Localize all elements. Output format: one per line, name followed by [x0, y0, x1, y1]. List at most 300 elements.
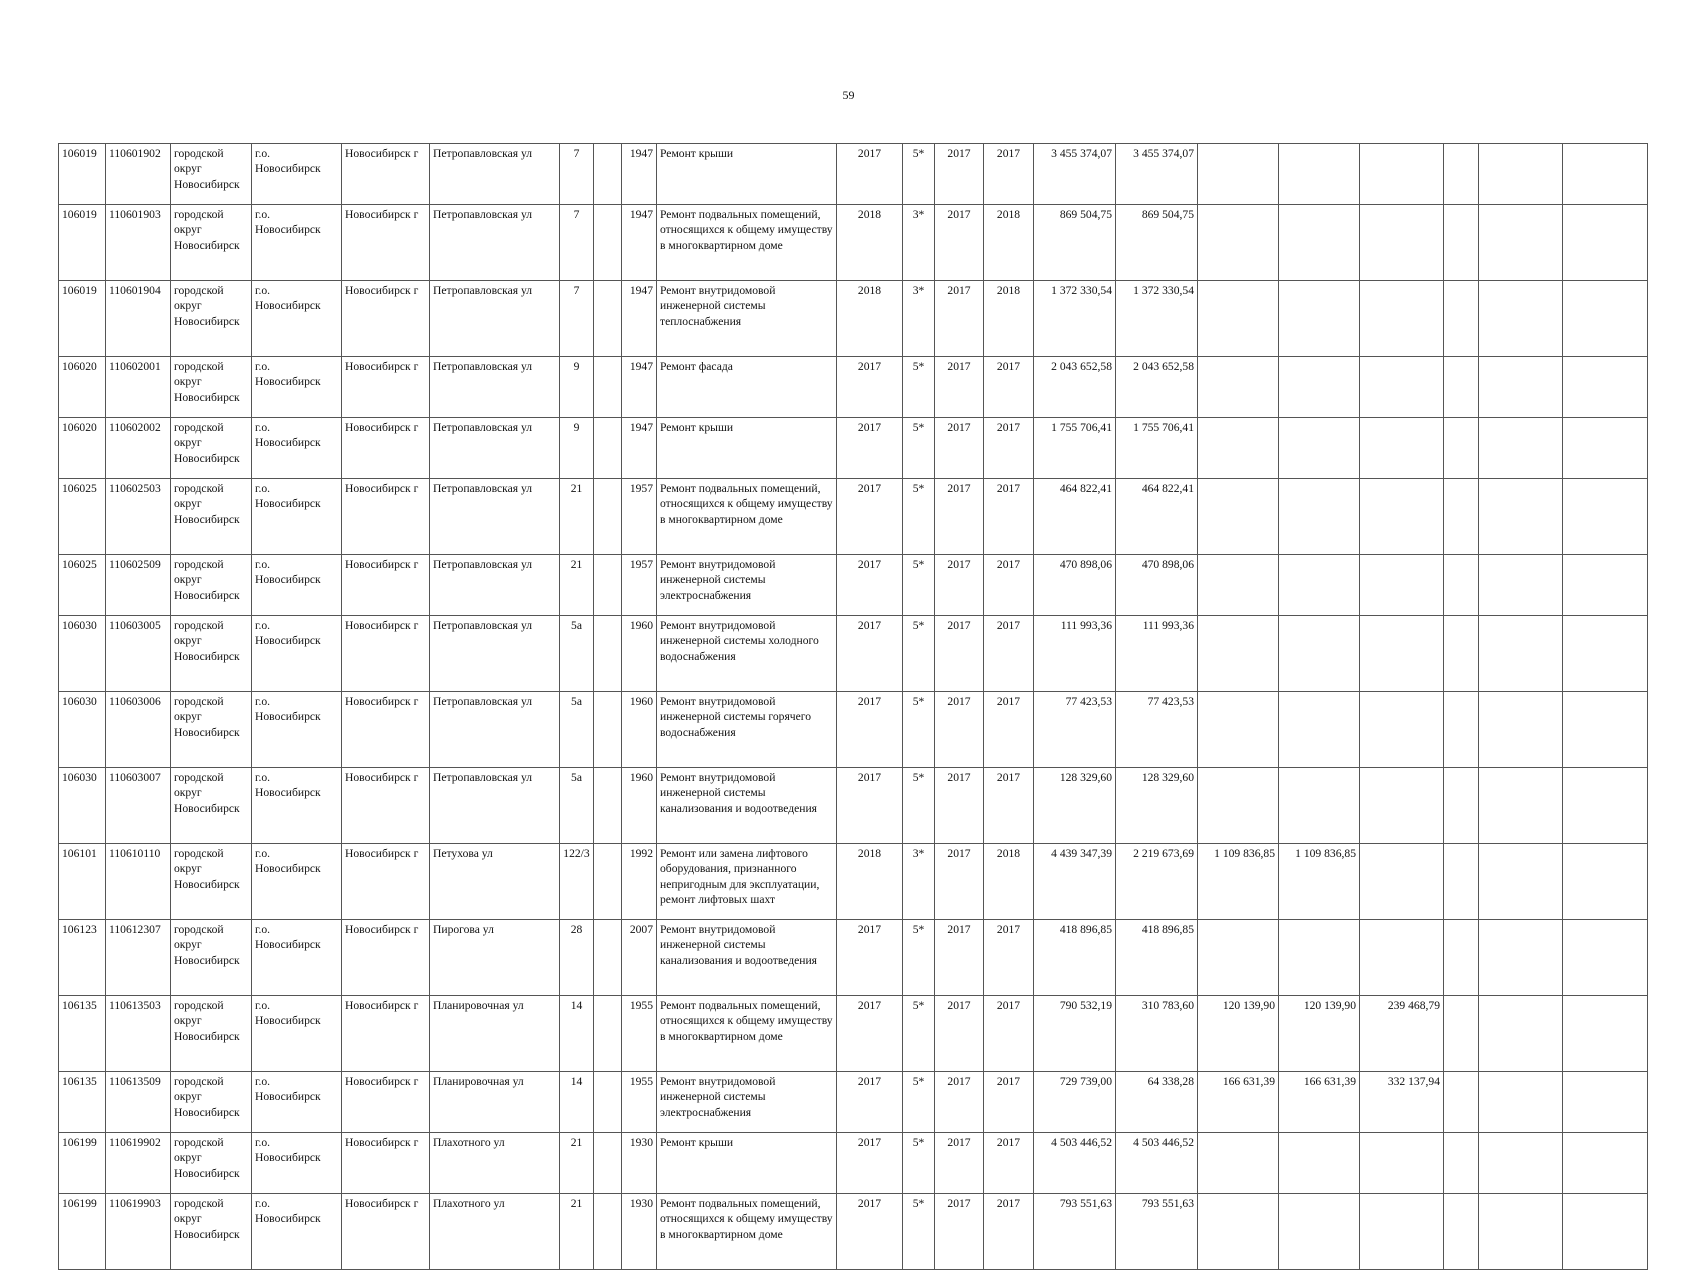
- cell-extra-3: [1563, 1072, 1648, 1133]
- cell-object-code: 106025: [59, 555, 106, 616]
- cell-extra-2: [1479, 479, 1563, 555]
- cell-total-cost: 128 329,60: [1034, 768, 1116, 844]
- cell-object-code: 106199: [59, 1133, 106, 1194]
- cell-plan-year: 2017: [837, 692, 903, 768]
- cell-extra-3: [1563, 844, 1648, 920]
- cell-house-number: 21: [560, 1133, 594, 1194]
- cell-end-year: 2018: [984, 205, 1034, 281]
- cell-extra-2: [1479, 616, 1563, 692]
- cell-extra-3: [1563, 555, 1648, 616]
- cell-priority: 5*: [903, 1072, 935, 1133]
- cell-locality: Новосибирск г: [342, 692, 430, 768]
- cell-budget-cost-1: [1198, 205, 1279, 281]
- cell-fund-cost: 1 372 330,54: [1116, 281, 1198, 357]
- cell-house-number: 14: [560, 996, 594, 1072]
- cell-object-code: 106019: [59, 205, 106, 281]
- cell-fund-cost: 310 783,60: [1116, 996, 1198, 1072]
- cell-owners-cost: [1360, 555, 1444, 616]
- cell-locality: Новосибирск г: [342, 616, 430, 692]
- cell-end-year: 2017: [984, 920, 1034, 996]
- cell-start-year: 2017: [935, 418, 984, 479]
- cell-priority: 5*: [903, 616, 935, 692]
- cell-municipality: городской округ Новосибирск: [171, 144, 252, 205]
- cell-owners-cost: [1360, 479, 1444, 555]
- cell-plan-year: 2018: [837, 844, 903, 920]
- cell-extra-3: [1563, 768, 1648, 844]
- cell-extra-2: [1479, 996, 1563, 1072]
- cell-budget-cost-1: [1198, 144, 1279, 205]
- cell-plan-year: 2017: [837, 555, 903, 616]
- cell-municipal-district: г.о. Новосибирск: [252, 1133, 342, 1194]
- cell-municipality: городской округ Новосибирск: [171, 1194, 252, 1270]
- cell-owners-cost: [1360, 144, 1444, 205]
- cell-extra-2: [1479, 1194, 1563, 1270]
- cell-extra-3: [1563, 144, 1648, 205]
- cell-budget-cost-2: 1 109 836,85: [1279, 844, 1360, 920]
- cell-object-code: 106101: [59, 844, 106, 920]
- cell-budget-cost-1: [1198, 616, 1279, 692]
- cell-work-type: Ремонт внутридомовой инженерной системы теплоснабжения: [657, 281, 837, 357]
- cell-house-number: 7: [560, 205, 594, 281]
- cell-street: Петропавловская ул: [430, 692, 560, 768]
- cell-street: Пирогова ул: [430, 920, 560, 996]
- cell-year-built: 1955: [622, 996, 657, 1072]
- cell-start-year: 2017: [935, 996, 984, 1072]
- cell-total-cost: 793 551,63: [1034, 1194, 1116, 1270]
- cell-end-year: 2017: [984, 996, 1034, 1072]
- cell-budget-cost-1: [1198, 1133, 1279, 1194]
- cell-fund-cost: 793 551,63: [1116, 1194, 1198, 1270]
- cell-extra-2: [1479, 1133, 1563, 1194]
- cell-year-built: 1960: [622, 692, 657, 768]
- cell-extra-2: [1479, 205, 1563, 281]
- cell-extra-2: [1479, 768, 1563, 844]
- cell-house-number: 5а: [560, 616, 594, 692]
- cell-house-number: 9: [560, 418, 594, 479]
- cell-municipality: городской округ Новосибирск: [171, 616, 252, 692]
- cell-start-year: 2017: [935, 555, 984, 616]
- cell-locality: Новосибирск г: [342, 1072, 430, 1133]
- cell-start-year: 2017: [935, 144, 984, 205]
- cell-object-code: 106025: [59, 479, 106, 555]
- cell-priority: 5*: [903, 1133, 935, 1194]
- cell-extra-1: [1444, 1133, 1479, 1194]
- cell-extra-2: [1479, 418, 1563, 479]
- table-row: [59, 205, 1648, 281]
- cell-object-code: 106135: [59, 996, 106, 1072]
- cell-municipality: городской округ Новосибирск: [171, 1072, 252, 1133]
- cell-street: Планировочная ул: [430, 996, 560, 1072]
- cell-total-cost: 3 455 374,07: [1034, 144, 1116, 205]
- cell-building: [594, 281, 622, 357]
- page-number: 59: [842, 88, 855, 102]
- cell-plan-year: 2018: [837, 281, 903, 357]
- cell-year-built: 1957: [622, 555, 657, 616]
- cell-extra-3: [1563, 281, 1648, 357]
- cell-locality: Новосибирск г: [342, 479, 430, 555]
- cell-extra-1: [1444, 692, 1479, 768]
- cell-locality: Новосибирск г: [342, 996, 430, 1072]
- cell-budget-cost-2: [1279, 281, 1360, 357]
- cell-building: [594, 996, 622, 1072]
- cell-year-built: 1947: [622, 418, 657, 479]
- cell-house-number: 21: [560, 479, 594, 555]
- cell-object-code: 106135: [59, 1072, 106, 1133]
- cell-budget-cost-2: 120 139,90: [1279, 996, 1360, 1072]
- cell-budget-cost-2: [1279, 920, 1360, 996]
- cell-municipal-district: г.о. Новосибирск: [252, 281, 342, 357]
- cell-start-year: 2017: [935, 1072, 984, 1133]
- cell-municipality: городской округ Новосибирск: [171, 281, 252, 357]
- cell-work-type: Ремонт или замена лифтового оборудования, признанного непригодным для эксплуатации, ремонт лифтовых шахт: [657, 844, 837, 920]
- cell-priority: 5*: [903, 479, 935, 555]
- cell-extra-2: [1479, 1072, 1563, 1133]
- cell-budget-cost-2: [1279, 555, 1360, 616]
- cell-total-cost: 869 504,75: [1034, 205, 1116, 281]
- cell-plan-year: 2017: [837, 768, 903, 844]
- cell-municipality: городской округ Новосибирск: [171, 479, 252, 555]
- cell-start-year: 2017: [935, 281, 984, 357]
- cell-municipal-district: г.о. Новосибирск: [252, 996, 342, 1072]
- cell-priority: 5*: [903, 996, 935, 1072]
- cell-work-code: 110602503: [106, 479, 171, 555]
- cell-house-number: 7: [560, 144, 594, 205]
- cell-start-year: 2017: [935, 357, 984, 418]
- cell-building: [594, 555, 622, 616]
- cell-street: Планировочная ул: [430, 1072, 560, 1133]
- cell-building: [594, 692, 622, 768]
- table-row: [59, 692, 1648, 768]
- cell-year-built: 1955: [622, 1072, 657, 1133]
- cell-total-cost: 4 439 347,39: [1034, 844, 1116, 920]
- cell-plan-year: 2017: [837, 144, 903, 205]
- cell-locality: Новосибирск г: [342, 418, 430, 479]
- cell-total-cost: 470 898,06: [1034, 555, 1116, 616]
- cell-extra-1: [1444, 844, 1479, 920]
- cell-budget-cost-1: [1198, 768, 1279, 844]
- cell-fund-cost: 869 504,75: [1116, 205, 1198, 281]
- cell-year-built: 2007: [622, 920, 657, 996]
- cell-owners-cost: [1360, 205, 1444, 281]
- cell-end-year: 2017: [984, 144, 1034, 205]
- cell-priority: 5*: [903, 692, 935, 768]
- cell-start-year: 2017: [935, 1194, 984, 1270]
- cell-fund-cost: 111 993,36: [1116, 616, 1198, 692]
- cell-total-cost: 1 755 706,41: [1034, 418, 1116, 479]
- cell-extra-3: [1563, 692, 1648, 768]
- cell-plan-year: 2017: [837, 616, 903, 692]
- cell-fund-cost: 77 423,53: [1116, 692, 1198, 768]
- cell-building: [594, 357, 622, 418]
- cell-end-year: 2017: [984, 1194, 1034, 1270]
- cell-extra-1: [1444, 205, 1479, 281]
- cell-owners-cost: [1360, 616, 1444, 692]
- cell-extra-1: [1444, 281, 1479, 357]
- cell-extra-3: [1563, 418, 1648, 479]
- cell-extra-3: [1563, 996, 1648, 1072]
- cell-plan-year: 2018: [837, 205, 903, 281]
- cell-street: Петропавловская ул: [430, 555, 560, 616]
- cell-priority: 3*: [903, 205, 935, 281]
- cell-locality: Новосибирск г: [342, 144, 430, 205]
- cell-work-code: 110603006: [106, 692, 171, 768]
- table-row: [59, 555, 1648, 616]
- table-row: [59, 996, 1648, 1072]
- cell-municipality: городской округ Новосибирск: [171, 418, 252, 479]
- cell-extra-3: [1563, 1133, 1648, 1194]
- cell-year-built: 1957: [622, 479, 657, 555]
- cell-budget-cost-1: [1198, 555, 1279, 616]
- cell-end-year: 2017: [984, 1133, 1034, 1194]
- cell-house-number: 122/3: [560, 844, 594, 920]
- cell-work-code: 110613503: [106, 996, 171, 1072]
- cell-priority: 5*: [903, 768, 935, 844]
- cell-extra-3: [1563, 920, 1648, 996]
- cell-work-code: 110610110: [106, 844, 171, 920]
- cell-year-built: 1960: [622, 768, 657, 844]
- cell-extra-1: [1444, 479, 1479, 555]
- cell-budget-cost-2: [1279, 357, 1360, 418]
- table-body: [59, 144, 1648, 1270]
- cell-locality: Новосибирск г: [342, 281, 430, 357]
- cell-work-code: 110601902: [106, 144, 171, 205]
- cell-priority: 3*: [903, 844, 935, 920]
- cell-work-code: 110602509: [106, 555, 171, 616]
- cell-fund-cost: 3 455 374,07: [1116, 144, 1198, 205]
- cell-budget-cost-1: [1198, 479, 1279, 555]
- cell-budget-cost-2: 166 631,39: [1279, 1072, 1360, 1133]
- table-row: [59, 1194, 1648, 1270]
- cell-work-type: Ремонт фасада: [657, 357, 837, 418]
- cell-start-year: 2017: [935, 205, 984, 281]
- cell-work-type: Ремонт внутридомовой инженерной системы горячего водоснабжения: [657, 692, 837, 768]
- cell-house-number: 5а: [560, 768, 594, 844]
- cell-street: Петропавловская ул: [430, 357, 560, 418]
- cell-extra-2: [1479, 357, 1563, 418]
- cell-budget-cost-2: [1279, 205, 1360, 281]
- cell-start-year: 2017: [935, 479, 984, 555]
- cell-extra-3: [1563, 1194, 1648, 1270]
- table-row: [59, 1133, 1648, 1194]
- cell-owners-cost: [1360, 692, 1444, 768]
- cell-locality: Новосибирск г: [342, 768, 430, 844]
- cell-total-cost: 111 993,36: [1034, 616, 1116, 692]
- cell-priority: 5*: [903, 555, 935, 616]
- cell-budget-cost-2: [1279, 1133, 1360, 1194]
- cell-budget-cost-1: [1198, 418, 1279, 479]
- cell-extra-1: [1444, 1072, 1479, 1133]
- cell-total-cost: 790 532,19: [1034, 996, 1116, 1072]
- cell-municipal-district: г.о. Новосибирск: [252, 479, 342, 555]
- cell-municipal-district: г.о. Новосибирск: [252, 357, 342, 418]
- cell-object-code: 106123: [59, 920, 106, 996]
- cell-work-code: 110613509: [106, 1072, 171, 1133]
- cell-municipal-district: г.о. Новосибирск: [252, 555, 342, 616]
- cell-extra-1: [1444, 920, 1479, 996]
- cell-locality: Новосибирск г: [342, 205, 430, 281]
- cell-locality: Новосибирск г: [342, 1194, 430, 1270]
- cell-municipal-district: г.о. Новосибирск: [252, 205, 342, 281]
- cell-end-year: 2018: [984, 844, 1034, 920]
- cell-budget-cost-2: [1279, 1194, 1360, 1270]
- cell-house-number: 14: [560, 1072, 594, 1133]
- cell-municipality: городской округ Новосибирск: [171, 692, 252, 768]
- cell-municipality: городской округ Новосибирск: [171, 357, 252, 418]
- cell-budget-cost-1: 120 139,90: [1198, 996, 1279, 1072]
- cell-locality: Новосибирск г: [342, 357, 430, 418]
- cell-extra-1: [1444, 996, 1479, 1072]
- cell-building: [594, 1072, 622, 1133]
- cell-work-code: 110603005: [106, 616, 171, 692]
- cell-municipal-district: г.о. Новосибирск: [252, 616, 342, 692]
- cell-fund-cost: 2 219 673,69: [1116, 844, 1198, 920]
- cell-fund-cost: 418 896,85: [1116, 920, 1198, 996]
- cell-work-code: 110612307: [106, 920, 171, 996]
- table-row: [59, 844, 1648, 920]
- cell-work-type: Ремонт внутридомовой инженерной системы канализования и водоотведения: [657, 920, 837, 996]
- cell-object-code: 106030: [59, 616, 106, 692]
- cell-owners-cost: 239 468,79: [1360, 996, 1444, 1072]
- cell-fund-cost: 2 043 652,58: [1116, 357, 1198, 418]
- cell-work-type: Ремонт крыши: [657, 144, 837, 205]
- cell-extra-3: [1563, 357, 1648, 418]
- cell-budget-cost-2: [1279, 418, 1360, 479]
- table-row: [59, 616, 1648, 692]
- cell-object-code: 106020: [59, 357, 106, 418]
- cell-total-cost: 4 503 446,52: [1034, 1133, 1116, 1194]
- table-row: [59, 479, 1648, 555]
- cell-work-type: Ремонт внутридомовой инженерной системы канализования и водоотведения: [657, 768, 837, 844]
- cell-owners-cost: [1360, 768, 1444, 844]
- cell-owners-cost: [1360, 1194, 1444, 1270]
- cell-work-type: Ремонт подвальных помещений, относящихся к общему имуществу в многоквартирном доме: [657, 1194, 837, 1270]
- cell-building: [594, 616, 622, 692]
- cell-municipal-district: г.о. Новосибирск: [252, 920, 342, 996]
- cell-locality: Новосибирск г: [342, 1133, 430, 1194]
- cell-object-code: 106199: [59, 1194, 106, 1270]
- cell-end-year: 2017: [984, 418, 1034, 479]
- cell-work-type: Ремонт внутридомовой инженерной системы электроснабжения: [657, 1072, 837, 1133]
- cell-year-built: 1947: [622, 357, 657, 418]
- cell-plan-year: 2017: [837, 357, 903, 418]
- cell-extra-2: [1479, 692, 1563, 768]
- cell-municipal-district: г.о. Новосибирск: [252, 692, 342, 768]
- cell-plan-year: 2017: [837, 479, 903, 555]
- table-row: [59, 281, 1648, 357]
- cell-work-code: 110601903: [106, 205, 171, 281]
- cell-extra-1: [1444, 418, 1479, 479]
- cell-year-built: 1930: [622, 1133, 657, 1194]
- cell-work-type: Ремонт крыши: [657, 418, 837, 479]
- table-row: [59, 418, 1648, 479]
- cell-priority: 5*: [903, 357, 935, 418]
- cell-year-built: 1930: [622, 1194, 657, 1270]
- cell-budget-cost-1: [1198, 357, 1279, 418]
- cell-work-type: Ремонт внутридомовой инженерной системы холодного водоснабжения: [657, 616, 837, 692]
- cell-extra-2: [1479, 920, 1563, 996]
- cell-work-code: 110602002: [106, 418, 171, 479]
- cell-work-type: Ремонт подвальных помещений, относящихся к общему имуществу в многоквартирном доме: [657, 205, 837, 281]
- cell-priority: 5*: [903, 418, 935, 479]
- cell-extra-2: [1479, 844, 1563, 920]
- cell-municipal-district: г.о. Новосибирск: [252, 144, 342, 205]
- cell-start-year: 2017: [935, 768, 984, 844]
- cell-year-built: 1992: [622, 844, 657, 920]
- cell-owners-cost: [1360, 1133, 1444, 1194]
- cell-year-built: 1960: [622, 616, 657, 692]
- cell-work-code: 110603007: [106, 768, 171, 844]
- cell-total-cost: 1 372 330,54: [1034, 281, 1116, 357]
- cell-year-built: 1947: [622, 144, 657, 205]
- cell-end-year: 2017: [984, 555, 1034, 616]
- cell-fund-cost: 64 338,28: [1116, 1072, 1198, 1133]
- cell-owners-cost: [1360, 920, 1444, 996]
- cell-extra-3: [1563, 205, 1648, 281]
- cell-year-built: 1947: [622, 281, 657, 357]
- cell-municipality: городской округ Новосибирск: [171, 768, 252, 844]
- cell-end-year: 2018: [984, 281, 1034, 357]
- table-row: [59, 144, 1648, 205]
- cell-building: [594, 920, 622, 996]
- cell-building: [594, 144, 622, 205]
- cell-work-code: 110602001: [106, 357, 171, 418]
- cell-total-cost: 2 043 652,58: [1034, 357, 1116, 418]
- cell-object-code: 106019: [59, 144, 106, 205]
- cell-municipality: городской округ Новосибирск: [171, 920, 252, 996]
- cell-building: [594, 768, 622, 844]
- cell-total-cost: 464 822,41: [1034, 479, 1116, 555]
- cell-object-code: 106030: [59, 768, 106, 844]
- cell-budget-cost-1: [1198, 1194, 1279, 1270]
- cell-work-type: Ремонт внутридомовой инженерной системы электроснабжения: [657, 555, 837, 616]
- cell-priority: 5*: [903, 920, 935, 996]
- cell-locality: Новосибирск г: [342, 920, 430, 996]
- cell-house-number: 21: [560, 555, 594, 616]
- cell-end-year: 2017: [984, 692, 1034, 768]
- cell-extra-3: [1563, 479, 1648, 555]
- cell-municipality: городской округ Новосибирск: [171, 844, 252, 920]
- cell-end-year: 2017: [984, 479, 1034, 555]
- cell-fund-cost: 128 329,60: [1116, 768, 1198, 844]
- cell-plan-year: 2017: [837, 1133, 903, 1194]
- cell-object-code: 106020: [59, 418, 106, 479]
- cell-work-type: Ремонт подвальных помещений, относящихся к общему имуществу в многоквартирном доме: [657, 996, 837, 1072]
- cell-street: Петропавловская ул: [430, 479, 560, 555]
- cell-locality: Новосибирск г: [342, 555, 430, 616]
- cell-plan-year: 2017: [837, 1194, 903, 1270]
- cell-start-year: 2017: [935, 692, 984, 768]
- cell-start-year: 2017: [935, 1133, 984, 1194]
- cell-municipality: городской округ Новосибирск: [171, 205, 252, 281]
- cell-municipality: городской округ Новосибирск: [171, 996, 252, 1072]
- cell-municipal-district: г.о. Новосибирск: [252, 1194, 342, 1270]
- cell-street: Плахотного ул: [430, 1133, 560, 1194]
- cell-street: Петропавловская ул: [430, 418, 560, 479]
- cell-owners-cost: [1360, 281, 1444, 357]
- cell-building: [594, 844, 622, 920]
- cell-house-number: 7: [560, 281, 594, 357]
- cell-street: Петропавловская ул: [430, 616, 560, 692]
- cell-house-number: 5а: [560, 692, 594, 768]
- cell-budget-cost-2: [1279, 479, 1360, 555]
- cell-extra-3: [1563, 616, 1648, 692]
- cell-fund-cost: 4 503 446,52: [1116, 1133, 1198, 1194]
- cell-building: [594, 1194, 622, 1270]
- cell-plan-year: 2017: [837, 1072, 903, 1133]
- cell-priority: 5*: [903, 144, 935, 205]
- cell-budget-cost-2: [1279, 616, 1360, 692]
- cell-building: [594, 1133, 622, 1194]
